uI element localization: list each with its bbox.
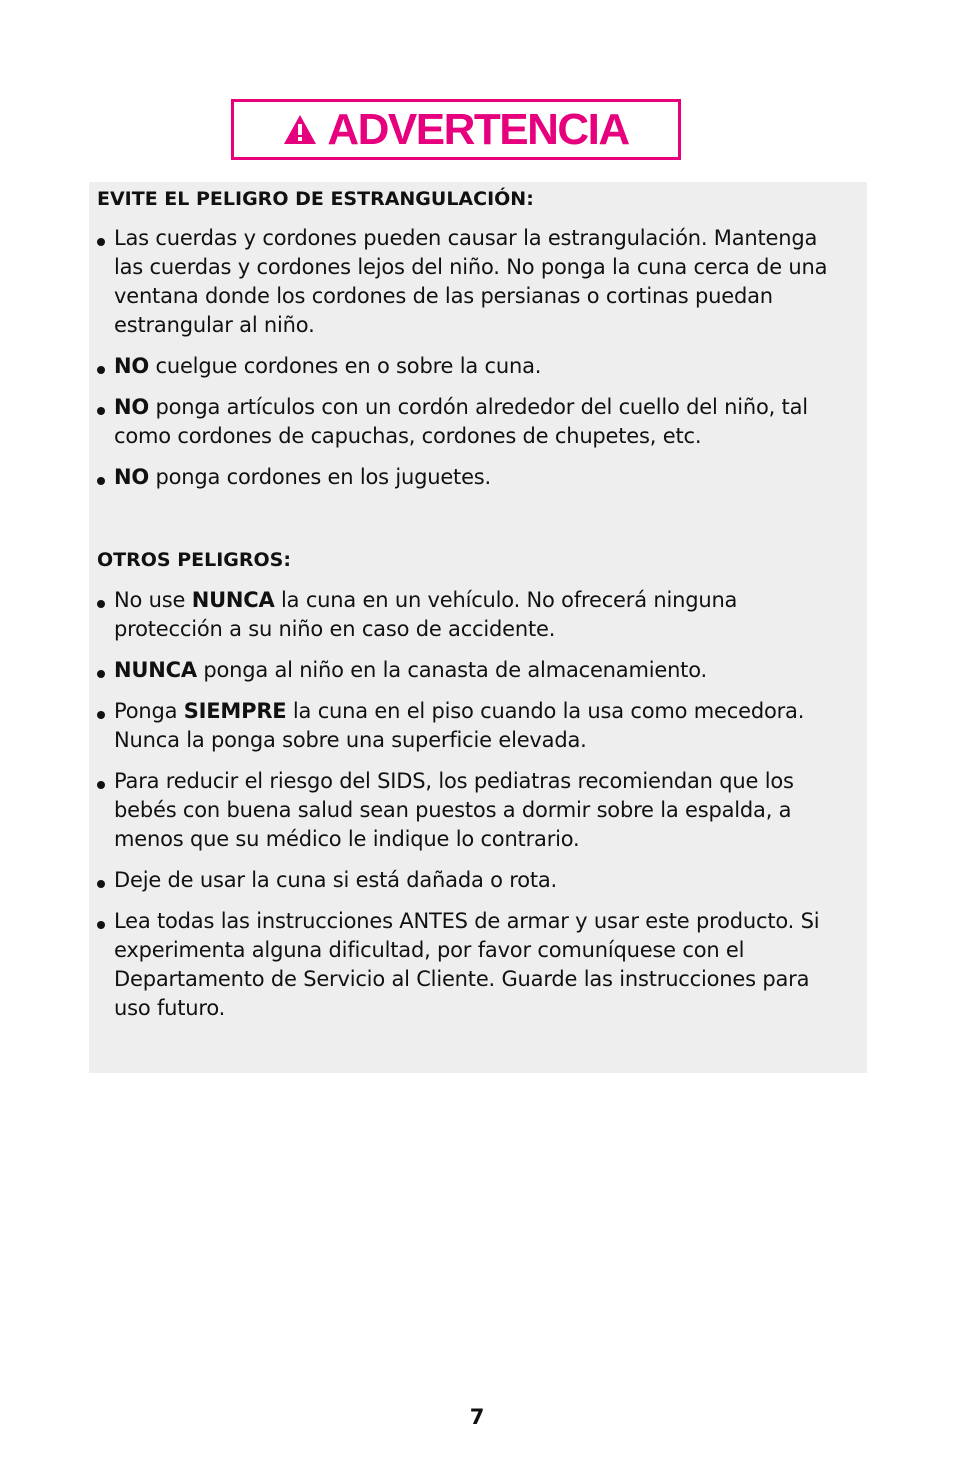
bullet-icon <box>97 407 105 415</box>
list-item: Para reducir el riesgo del SIDS, los pediatras recomiendan que los bebés con buena salud sean puestos a dormir sobre la espalda, a menos que su médico le indique lo contrario. <box>97 767 849 854</box>
bullet-icon <box>97 600 105 608</box>
warning-banner-content <box>283 104 629 154</box>
bullet-icon <box>97 880 105 888</box>
list-item: Lea todas las instrucciones ANTES de armar y usar este producto. Si experimenta alguna dificultad, por favor comuníquese con el Departamento de Servicio al Cliente. Guarde las instrucciones para uso futuro. <box>97 907 849 1023</box>
list-item: Ponga SIEMPRE la cuna en el piso cuando la usa como mecedora. Nunca la ponga sobre una superficie elevada. <box>97 697 849 755</box>
section-heading-strangulation: EVITE EL PELIGRO DE ESTRANGULACIÓN: <box>97 188 534 210</box>
list-item: NUNCA ponga al niño en la canasta de almacenamiento. <box>97 656 849 685</box>
list-item: NO ponga artículos con un cordón alrededor del cuello del niño, tal como cordones de capuchas, cordones de chupetes, etc. <box>97 393 849 451</box>
warning-title: ADVERTENCIA <box>327 104 629 154</box>
list-item: NO cuelgue cordones en o sobre la cuna. <box>97 352 849 381</box>
bullet-icon <box>97 477 105 485</box>
page-number: 7 <box>469 1405 485 1429</box>
warning-banner <box>231 99 681 160</box>
strangulation-list <box>97 224 849 504</box>
other-hazards-list <box>97 586 849 1035</box>
list-item: No use NUNCA la cuna en un vehículo. No ofrecerá ninguna protección a su niño en caso de accidente. <box>97 586 849 644</box>
bullet-icon <box>97 781 105 789</box>
bullet-icon <box>97 366 105 374</box>
list-item: NO ponga cordones en los juguetes. <box>97 463 849 492</box>
list-item: Deje de usar la cuna si está dañada o rota. <box>97 866 849 895</box>
section-heading-other-hazards: OTROS PELIGROS: <box>97 549 291 571</box>
warning-triangle-icon <box>283 114 317 145</box>
bullet-icon <box>97 670 105 678</box>
bullet-icon <box>97 238 105 246</box>
bullet-icon <box>97 711 105 719</box>
list-item: Las cuerdas y cordones pueden causar la estrangulación. Mantenga las cuerdas y cordones lejos del niño. No ponga la cuna cerca de una ventana donde los cordones de las persianas o cortinas puedan estrangular al niño. <box>97 224 849 340</box>
warning-panel <box>89 182 867 1073</box>
bullet-icon <box>97 921 105 929</box>
